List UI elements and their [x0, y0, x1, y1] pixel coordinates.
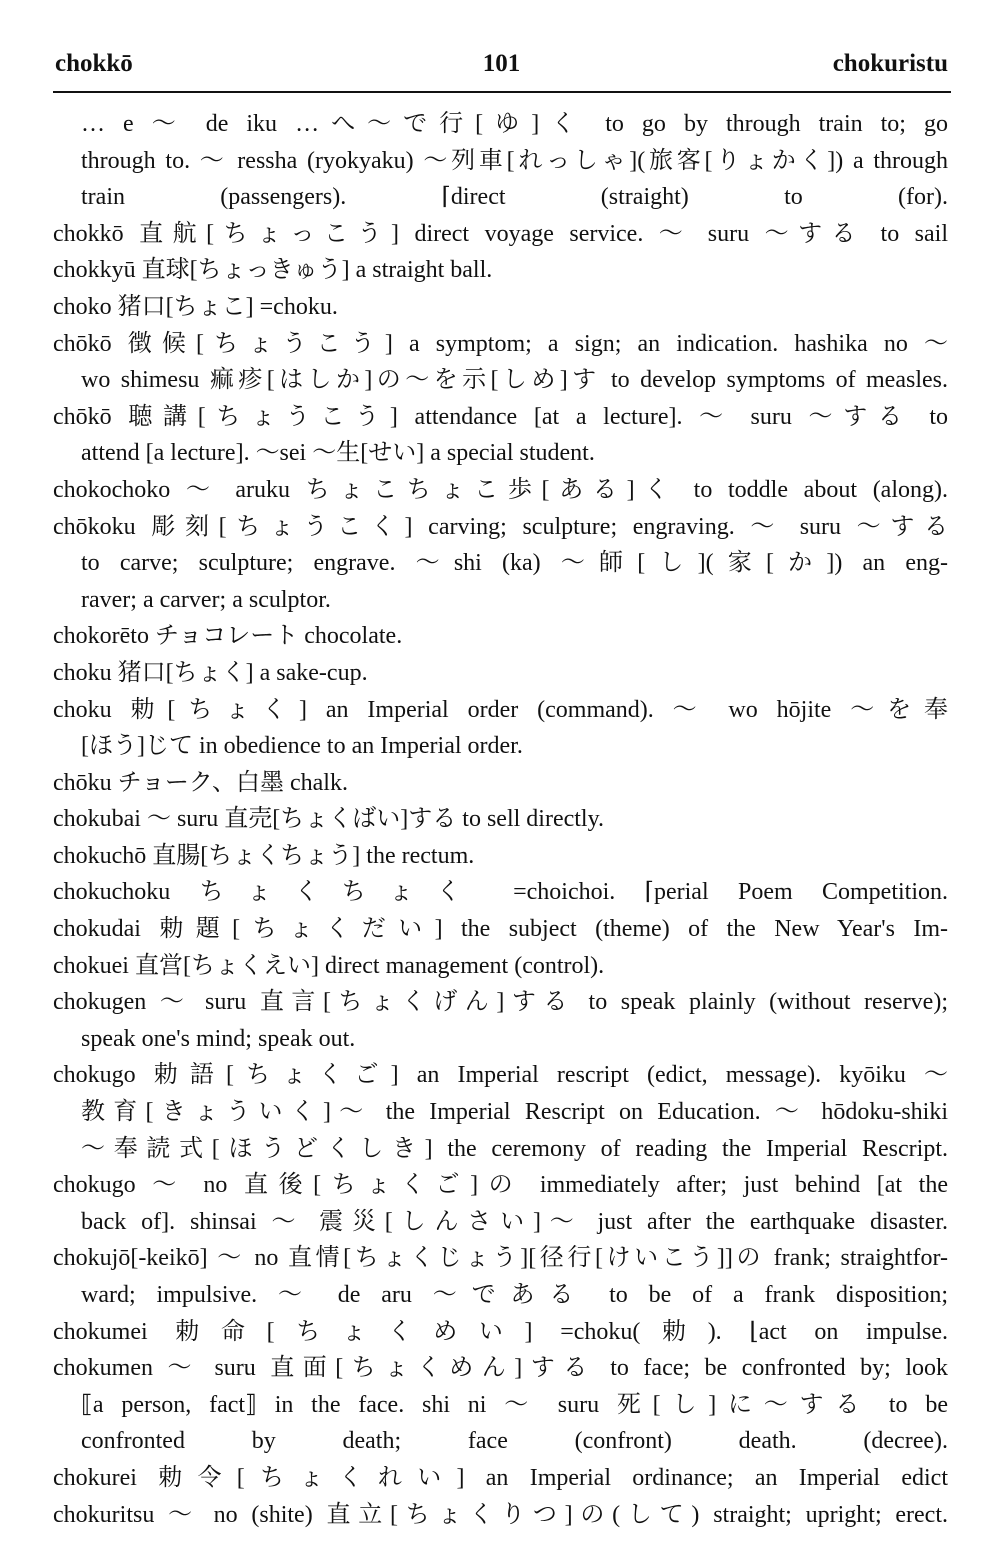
entry-line: … e ～ de iku …へ～で行[ゆ]く to go by through train to; go: [81, 111, 948, 137]
entry-line: choku 猪口[ちょく] a sake-cup.: [53, 659, 368, 686]
entry-line: chokurei 勅令[ちょくれい] an Imperial ordinance; an Imperial edict: [53, 1464, 948, 1491]
page-number: 101: [482, 50, 521, 77]
header-rule: [53, 91, 951, 93]
entry-line: chokubai ～ suru 直売[ちょくばい]する to sell directly.: [53, 806, 605, 833]
entry-line: 教育[きょういく]～ the Imperial Rescript on Education. ～ hōdoku-shiki: [81, 1099, 948, 1126]
entry-line: chokumei 勅命[ちょくめい] =choku(勅). ⌊act on impulse.: [53, 1318, 948, 1345]
entry-line: chokugen ～ suru 直言[ちょくげん]する to speak plainly (without reserve);: [53, 989, 948, 1016]
entry-line: chōku チョーク、白墨 chalk.: [53, 769, 348, 796]
entry-line: chokuchō 直腸[ちょくちょう] the rectum.: [53, 842, 475, 869]
entry-line: chokujō[-keikō] ～ no 直情[ちょくじょう][径行[けいこう]]の frank; straightfor-: [53, 1245, 948, 1272]
entry-line: ⟦a person, fact⟧ in the face. shi ni ～ suru 死[し]に～する to be: [81, 1391, 948, 1418]
entry-line: [ほう]じて in obedience to an Imperial order.: [81, 733, 523, 760]
header-left-guideword: chokkō: [55, 50, 133, 77]
entry-line: train (passengers). ⌈direct (straight) to (for).: [81, 184, 948, 211]
entry-line: confronted by death; face (confront) death. (decree).: [81, 1428, 948, 1455]
entry-line: chokugo ～ no 直後[ちょくご]の immediately after; just behind [at the: [53, 1172, 948, 1199]
entry-line: chokumen ～ suru 直面[ちょくめん]する to face; be confronted by; look: [53, 1355, 948, 1382]
running-header: [55, 50, 948, 90]
entry-line: ward; impulsive. ～ de aru ～である to be of a frank disposition;: [81, 1282, 948, 1308]
entry-line: chokochoko ～ aruku ちょこちょこ歩[ある]く to toddle about (along).: [53, 476, 948, 503]
entry-line: chōkoku 彫刻[ちょうこく] carving; sculpture; engraving. ～ suru ～する: [53, 513, 948, 540]
entry-line: wo shimesu 痲疹[はしか]の～を示[しめ]す to develop symptoms of measles.: [81, 367, 948, 394]
entry-line: speak one's mind; speak out.: [81, 1025, 356, 1052]
header-right-guideword: chokuristu: [832, 50, 948, 77]
entry-line: chokorēto チョコレート chocolate.: [53, 623, 403, 650]
entry-line: chokuritsu ～ no (shite) 直立[ちょくりつ]の(して) straight; upright; erect.: [53, 1501, 948, 1528]
dictionary-entries: [53, 106, 948, 1533]
entry-line: ～奉読式[ほうどくしき] the ceremony of reading the Imperial Rescript.: [81, 1135, 948, 1162]
entry-line: chokugo 勅語[ちょくご] an Imperial rescript (edict, message). kyōiku ～: [53, 1062, 948, 1089]
entry-line: to carve; sculpture; engrave. ～shi (ka) ～師[し](家[か]) an eng-: [81, 550, 948, 577]
entry-line: chōkō 聴講[ちょうこう] attendance [at a lecture]. ～ suru ～する to: [53, 403, 948, 430]
entry-line: chokuchoku ちょくちょく =choichoi. ⌈perial Poem Competition.: [53, 879, 948, 906]
entry-line: chokudai 勅題[ちょくだい] the subject (theme) of the New Year's Im-: [53, 916, 948, 943]
entry-line: chōkō 徴候[ちょうこう] a symptom; a sign; an indication. hashika no ～: [53, 330, 948, 357]
entry-line: chokkyū 直球[ちょっきゅう] a straight ball.: [53, 257, 493, 284]
entry-line: back of]. shinsai ～ 震災[しんさい]～ just after the earthquake disaster.: [81, 1208, 948, 1235]
entry-line: attend [a lecture]. ～sei ～生[せい] a special student.: [81, 440, 595, 467]
entry-line: choku 勅[ちょく] an Imperial order (command). ～ wo hōjite ～を奉: [53, 696, 948, 723]
entry-line: chokkō 直航[ちょっこう] direct voyage service. ～ suru ～する to sail: [53, 220, 948, 247]
entry-line: choko 猪口[ちょこ] =choku.: [53, 293, 338, 320]
entry-line: raver; a carver; a sculptor.: [81, 586, 331, 613]
entry-line: through to. ～ ressha (ryokyaku) ～列車[れっしゃ](旅客[りょかく]) a through: [81, 147, 948, 174]
entry-line: chokuei 直営[ちょくえい] direct management (control).: [53, 952, 605, 979]
